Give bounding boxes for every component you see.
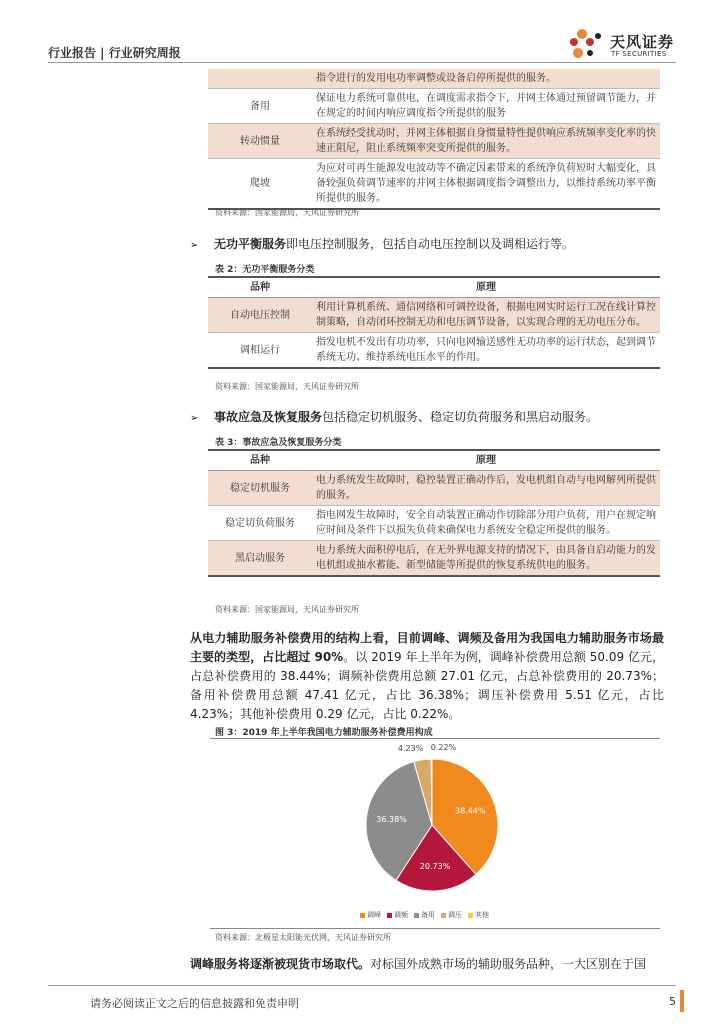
table-cell-name: [208, 69, 312, 89]
table-3-source: 资料来源：国家能源局，天风证券研究所: [215, 605, 359, 614]
bullet-arrow-icon: ➢: [190, 413, 199, 424]
legend-swatch: [468, 913, 473, 918]
table-cell-desc: 电力系统大面积停电后，在无外界电源支持的情况下，由具备自启动能力的发电机组或抽水蓄能、新型储能等所提供的恢复系统供电的服务。: [312, 541, 660, 577]
bullet-text: 即电压控制服务，包括自动电压控制以及调相运行等。: [286, 237, 575, 251]
table-cell-desc: 利用计算机系统、通信网络和可调控设备，根据电网实时运行工况在线计算控制策略，自动闭环控制无功和电压调节设备，以实现合理的无功电压分布。: [312, 298, 660, 333]
table-header-name: 品种: [208, 277, 312, 298]
table-cell-desc: 在系统经受扰动时，并网主体根据自身惯量特性提供响应系统频率变化率的快速正阻尼，阻止系统频率突变所提供的服务。: [312, 124, 660, 159]
table-row: [208, 471, 660, 506]
paragraph-text: 。以 2019 年上半年为例，调峰补偿费用总额 50.09 亿元，占总补偿费用的 38.44%；调频补偿费用总额 27.01 亿元，占总补偿费用的 20.73%；备用补偿费用总额 47.41 亿元，占比 36.38%；调压补偿费用 5.51 亿元，占比 4.23%；其他补偿费用 0.29 亿元，占比 0.22%。: [190, 650, 664, 721]
legend-label: 其他: [475, 911, 489, 919]
bullet-bold: 无功平衡服务: [214, 237, 287, 251]
figure-bottom-divider: [210, 928, 660, 929]
body-paragraph: [190, 629, 664, 724]
table-row: [208, 298, 660, 333]
table-2-caption: 表 2：无功平衡服务分类: [215, 265, 315, 275]
table-cell-desc: 指电网发生故障时，安全自动装置正确动作切除部分用户负荷，用户在规定响应时间及条件下以损失负荷来确保电力系统安全稳定所提供的服务。: [312, 506, 660, 541]
table-cell-name: 备用: [208, 89, 312, 124]
legend-item: [414, 910, 435, 920]
pie-data-label: 38.44%: [454, 806, 486, 816]
footer-accent-bar: [680, 990, 684, 1012]
table-header-name: 品种: [208, 450, 312, 471]
pie-data-label: 36.38%: [376, 814, 407, 824]
header-divider: [48, 62, 676, 63]
paragraph-bold: 从电力辅助服务补偿费用的结构上看，目前调峰、调频及备用为我国电力辅助服务市场最主要的类型，占比超过 90%: [190, 631, 664, 664]
closing-bold: 调峰服务将逐渐被现货市场取代。: [190, 957, 371, 971]
pie-chart: [350, 738, 520, 938]
pie-data-label: 4.23%: [397, 743, 424, 753]
legend-swatch: [360, 913, 365, 918]
table-1-continued: [208, 69, 660, 210]
table-cell-desc: 为应对可再生能源发电波动等不确定因素带来的系统净负荷短时大幅变化，具备较强负荷调节速率的并网主体根据调度指令调整出力，以维持系统功率平衡所提供的服务。: [312, 159, 660, 210]
table-row: [208, 89, 660, 124]
legend-label: 调峰: [367, 911, 381, 919]
bullet-text: 包括稳定切机服务、稳定切负荷服务和黑启动服务。: [322, 410, 599, 424]
legend-item: [468, 910, 489, 920]
page-number: 5: [669, 995, 676, 1008]
table-header-desc: 原理: [312, 450, 660, 471]
bullet-bold: 事故应急及恢复服务: [214, 410, 323, 424]
table-cell-desc: 电力系统发生故障时，稳控装置正确动作后，发电机组自动与电网解列所提供的服务。: [312, 471, 660, 506]
bullet-arrow-icon: ➢: [190, 240, 199, 251]
legend-label: 调压: [448, 911, 462, 919]
table-2-source: 资料来源：国家能源局，天风证券研究所: [215, 382, 359, 391]
logo-name: 天风证券: [610, 33, 675, 51]
legend-item: [360, 910, 381, 920]
pie-data-label: 20.73%: [419, 861, 451, 871]
closing-paragraph: [190, 955, 664, 972]
table-cell-name: 稳定切机服务: [208, 471, 312, 506]
legend-swatch: [414, 913, 419, 918]
table-cell-name: 转动惯量: [208, 124, 312, 159]
table-cell-name: 稳定切负荷服务: [208, 506, 312, 541]
table-1-source: 资料来源：国家能源局，天风证券研究所: [215, 208, 359, 217]
logo-mark-icon: [566, 26, 606, 62]
figure-3-caption: 图 3：2019 年上半年我国电力辅助服务补偿费用构成: [215, 728, 433, 738]
table-2: [208, 276, 660, 369]
legend-label: 备用: [421, 911, 435, 919]
table-row: [208, 541, 660, 577]
table-cell-name: 黑启动服务: [208, 541, 312, 577]
table-cell-name: 调相运行: [208, 333, 312, 369]
footer-disclaimer: 请务必阅读正文之后的信息披露和免责申明: [90, 997, 299, 1010]
closing-text: 对标国外成熟市场的辅助服务品种，一大区别在于国: [370, 957, 647, 971]
table-row: [208, 124, 660, 159]
table-header-row: [208, 277, 660, 298]
logo-subtitle: TF SECURITIES: [611, 50, 667, 58]
legend-swatch: [387, 913, 392, 918]
legend-label: 调频: [394, 911, 408, 919]
footer-divider: [48, 985, 676, 986]
bullet-reactive-power: [190, 235, 574, 252]
table-cell-name: 爬坡: [208, 159, 312, 210]
table-cell-desc: 指发电机不发出有功功率，只向电网输送感性无功功率的运行状态，起到调节系统无功、维持系统电压水平的作用。: [312, 333, 660, 369]
table-cell-desc: 指令进行的发用电功率调整或设备启停所提供的服务。: [312, 69, 660, 89]
table-row: [208, 333, 660, 369]
company-logo: [566, 26, 686, 62]
table-cell-desc: 保证电力系统可靠供电，在调度需求指令下，并网主体通过预留调节能力，并在规定的时间内响应调度指令所提供的服务: [312, 89, 660, 124]
table-row: [208, 69, 660, 89]
table-row: [208, 159, 660, 210]
table-3: [208, 449, 660, 577]
table-3-caption: 表 3：事故应急及恢复服务分类: [215, 438, 342, 448]
legend-item: [441, 910, 462, 920]
legend-item: [387, 910, 408, 920]
legend-swatch: [441, 913, 446, 918]
pie-data-label: 0.22%: [430, 743, 457, 753]
figure-3-source: 资料来源：北极星太阳能光伏网，天风证券研究所: [215, 933, 391, 942]
table-header-desc: 原理: [312, 277, 660, 298]
table-header-row: [208, 450, 660, 471]
chart-legend: [360, 910, 489, 920]
bullet-emergency: [190, 408, 598, 425]
report-type-label: 行业报告 | 行业研究周报: [48, 46, 181, 60]
table-cell-name: 自动电压控制: [208, 298, 312, 333]
table-row: [208, 506, 660, 541]
